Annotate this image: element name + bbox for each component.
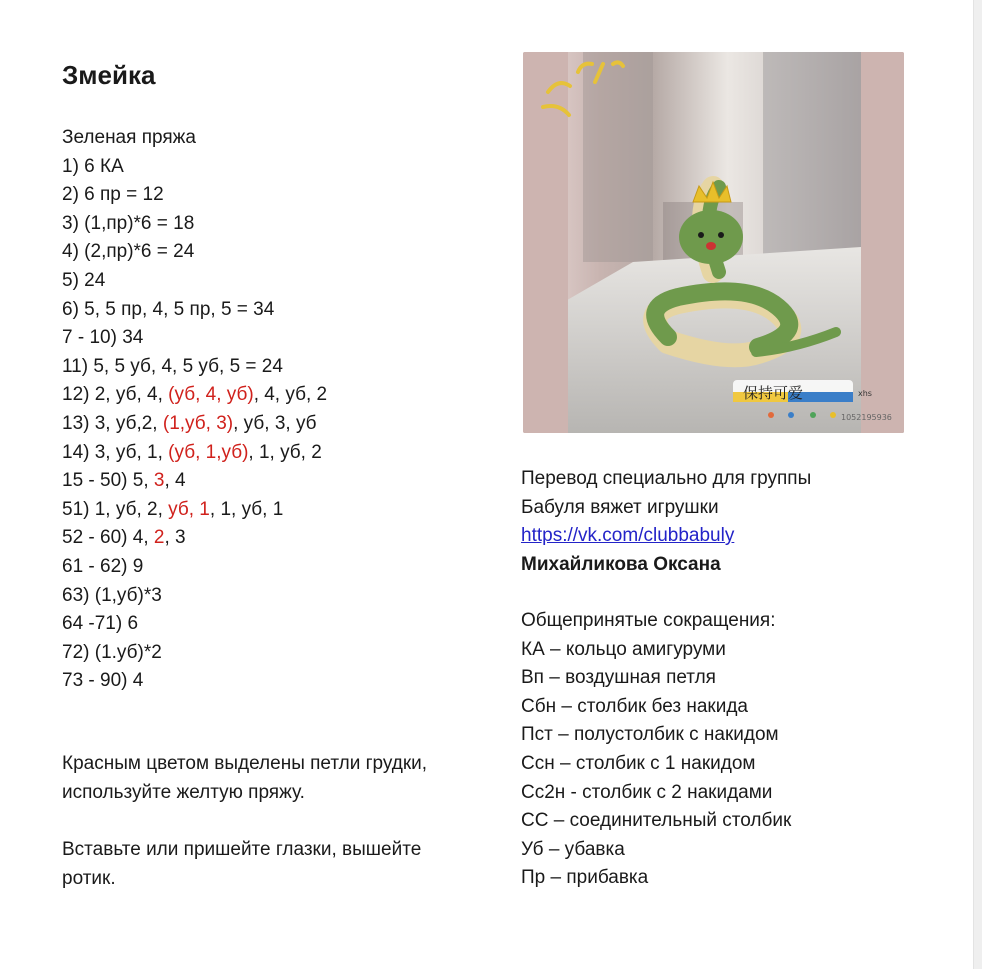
- highlighted-stitches: (1,уб, 3): [162, 412, 234, 434]
- row-text: , 1, уб, 1: [209, 498, 284, 520]
- pattern-row: [62, 667, 327, 696]
- row-text: , 4, уб, 2: [253, 384, 328, 406]
- scrollbar[interactable]: [973, 0, 982, 969]
- photo-watermark-id: 1052195936: [841, 413, 892, 422]
- pattern-row: [62, 639, 327, 668]
- yarn-label: Зеленая пряжа: [62, 127, 196, 148]
- row-text: 52 - 60) 4,: [62, 527, 154, 549]
- row-text: , 1, уб, 2: [248, 441, 322, 463]
- abbreviation-item: Пст – полустолбик с накидом: [521, 724, 779, 746]
- highlighted-stitches: (уб, 4, уб): [168, 384, 254, 406]
- highlighted-stitches: 2: [153, 527, 165, 549]
- pattern-row: [62, 324, 327, 353]
- pattern-row: [62, 524, 327, 553]
- pattern-row: [62, 410, 327, 439]
- abbreviation-item: КА – кольцо амигуруми: [521, 638, 726, 660]
- pattern-block: [62, 124, 327, 696]
- pattern-row: [62, 467, 327, 496]
- row-text: , 4: [164, 470, 186, 492]
- pattern-row: [62, 296, 327, 325]
- abbreviation-item: Сс2н - столбик с 2 накидами: [521, 781, 773, 803]
- pattern-row: [62, 439, 327, 468]
- pattern-row: [62, 610, 327, 639]
- pattern-row: [62, 496, 327, 525]
- pattern-row: [62, 153, 327, 182]
- pattern-row: [62, 238, 327, 267]
- row-text: 1) 6 КА: [62, 155, 124, 177]
- photo-watermark-small: xhs: [858, 389, 872, 398]
- page-title: Змейка: [62, 60, 156, 90]
- row-text: 61 - 62) 9: [62, 555, 144, 577]
- row-text: , 3: [164, 527, 186, 549]
- author-name: Михайликова Оксана: [521, 553, 721, 575]
- pattern-row: [62, 210, 327, 239]
- abbreviation-item: СС – соединительный столбик: [521, 810, 792, 832]
- highlighted-stitches: 3: [153, 470, 165, 492]
- group-name: Бабуля вяжет игрушки: [521, 496, 719, 518]
- row-text: 3) (1,пр)*6 = 18: [62, 212, 195, 234]
- row-text: 64 -71) 6: [62, 613, 139, 635]
- abbreviations-heading: Общепринятые сокращения:: [521, 610, 776, 631]
- pattern-row: [62, 267, 327, 296]
- row-text: 73 - 90) 4: [62, 670, 144, 692]
- pattern-row: [62, 181, 327, 210]
- abbreviation-item: Ссн – столбик с 1 накидом: [521, 752, 756, 774]
- abbreviation-item: Сбн – столбик без накида: [521, 695, 748, 717]
- snake-photo: [523, 52, 904, 433]
- pattern-rows: [62, 153, 327, 696]
- eyes-note: [62, 836, 421, 893]
- snake-photo-illustration: [523, 52, 904, 433]
- highlighted-stitches: (уб, 1,уб): [168, 441, 249, 463]
- photo-watermark: 保持可爱: [743, 384, 804, 402]
- row-text: , уб, 3, уб: [233, 412, 317, 434]
- row-text: 72) (1.уб)*2: [62, 641, 162, 663]
- row-text: 13) 3, уб,2,: [62, 412, 163, 434]
- eyes-note-line: ротик.: [62, 867, 116, 889]
- row-text: 11) 5, 5 уб, 4, 5 уб, 5 = 24: [62, 355, 283, 377]
- abbreviation-item: Вп – воздушная петля: [521, 667, 716, 689]
- row-text: 7 - 10) 34: [62, 327, 144, 349]
- row-text: 5) 24: [62, 269, 106, 291]
- row-text: 15 - 50) 5,: [62, 470, 154, 492]
- highlighted-stitches: уб, 1: [168, 498, 210, 520]
- credits-line: Перевод специально для группы: [521, 468, 812, 489]
- abbreviation-item: Уб – убавка: [521, 838, 625, 860]
- row-text: 51) 1, уб, 2,: [62, 498, 169, 520]
- eyes-note-line: Вставьте или пришейте глазки, вышейте: [62, 839, 422, 860]
- row-text: 12) 2, уб, 4,: [62, 384, 169, 406]
- abbreviation-item: Пр – прибавка: [521, 867, 649, 889]
- abbreviations-block: [521, 607, 791, 893]
- red-note: [62, 750, 427, 807]
- red-note-line: используйте желтую пряжу.: [62, 781, 305, 803]
- red-note-line: Красным цветом выделены петли грудки,: [62, 753, 428, 774]
- row-text: 4) (2,пр)*6 = 24: [62, 241, 195, 263]
- row-text: 14) 3, уб, 1,: [62, 441, 169, 463]
- pattern-row: [62, 582, 327, 611]
- group-link[interactable]: https://vk.com/clubbabuly: [521, 525, 735, 547]
- credits-block: [521, 465, 811, 579]
- row-text: 6) 5, 5 пр, 4, 5 пр, 5 = 34: [62, 298, 275, 320]
- row-text: 63) (1,уб)*3: [62, 584, 162, 606]
- row-text: 2) 6 пр = 12: [62, 184, 164, 206]
- pattern-row: [62, 553, 327, 582]
- pattern-row: [62, 381, 327, 410]
- pattern-row: [62, 353, 327, 382]
